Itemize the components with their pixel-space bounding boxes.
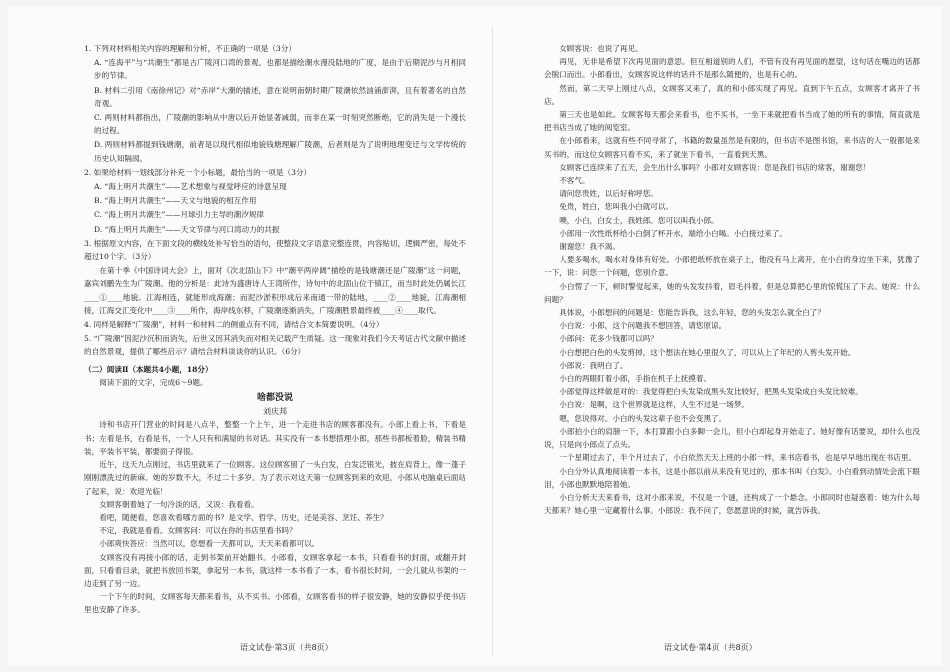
article-paragraph: 第三天也是如此。女顾客每天都会来看书，也不买书，一坐下来就把看书当成了她的所有的事情，简直就是把书店当成了她的阅览室。 <box>544 110 920 133</box>
article-paragraph: 然而，第二天早上刚过八点，女顾客又来了，真的和小郎实现了再见。直到下午五点，女顾客才离开了书店。 <box>544 83 920 106</box>
article-paragraph: 小白说：是啊，这个世界就是这样，人生不过是一场梦。 <box>559 400 750 410</box>
article-paragraph: 请问您贵姓，以后好称呼您。 <box>559 189 658 199</box>
article-paragraph: 噢，小白，白女士，我姓郎。您可以叫我小郎。 <box>559 215 719 225</box>
page-footer-left: 语文试卷·第3页（共8页） <box>240 643 333 652</box>
q2-option-b: B. “海上明月共潮生”——天文与地貌的相互作用 <box>94 196 257 206</box>
q2-option-d: D. “海上明月共潮生”——天文节律与河口湾动力的共振 <box>94 224 280 234</box>
q1-option-c: C. 两则材料都指出，广陵潮的影响从中唐以后开始显著减弱，而非在某一时刻突然断绝，它的消失是一个漫长的过程。 <box>94 113 466 136</box>
article-paragraph: 小郎问：花多少钱都可以吗？ <box>559 334 658 344</box>
article-paragraph: 一个下午的时间，女顾客每天都来看书，从不买书。小郎看，女顾客看书的样子很安静，她的安静似乎使书店里也安静了许多。 <box>84 592 466 615</box>
section-heading: （二）阅读Ⅱ（本题共4小题，18分） <box>84 364 213 374</box>
article-paragraph: 诗和书店开门营业的时间是八点半，整整一个上午，进一个走进书店的顾客都没有。小郎上看上书，下看是书；左看是书，右看是书，一个人只有和满屋的书对话。其实没有一本书想搭理小郎，那些书都板着脸，精装书精装，平装书平装，都要面子得很。 <box>84 420 466 456</box>
article-paragraph: 小白愣了一下，顿时警觉起来，她的头发发抖着，眉毛抖着，但是总算把心里的惊慌压了下去。她说：什么问题？ <box>544 281 920 304</box>
exam-sheet <box>8 6 942 666</box>
article-paragraph: 女顾客已连续来了五天，会生出什么事吗？小郎对女顾客说：您是我们书店的常客，谢谢您！ <box>559 162 871 172</box>
page-footer-right: 语文试卷·第4页（共8页） <box>664 643 757 652</box>
article-paragraph: 一个星期过去了，半个月过去了，小白依然天天上班的小郎一样，来书店看书，也是早早地出现在书店里。 <box>559 453 917 463</box>
article-paragraph: 在小郎看来，这就有些不同寻常了，书籍的数量虽然是有限的，但书店不是图书馆，来书店的人一般都是来买书的，而这位女顾客只看不买，来了就坐下看书，一直看到天黑。 <box>544 136 920 159</box>
q3-passage: 在第十季《中国诗词大会》上，面对《次北固山下》中“潮平两岸阔”描绘的是钱塘潮还是广陵潮”这一问题，嘉宾刘鹏先生为广陵潮。他的分析是：此诗为盛唐诗人王湾所作，诗句中的北固山位于镇江，而当时此处仍属长江____①____地貌。江海相连，就能形成海潮；而泥沙淤积形成后来南通一带的陆地，____②____地貌，江海潮相接，江海交汇变化中____③____所作，海岸线东移，广陵潮逐渐消失，广陵潮胜景最终被____④____取代。 <box>84 266 466 315</box>
article-paragraph: 小郎说：我明白了。 <box>559 360 628 370</box>
article-paragraph: 女顾客朝着她了一句冷淡的话，又说：我看看。 <box>99 499 259 509</box>
q2-option-c: C. “海上明月共潮生”——月球引力主导的潮汐规律 <box>94 210 265 220</box>
article-paragraph: 具体说，小郎想问的问题是：您能告诉我，这么年轻，您的头发怎么就全白了？ <box>559 308 825 318</box>
article-paragraph: 近午，这天九点刚过，书店里就来了一位顾客。这位顾客留了一头白发，白发泛银光，披在肩背上，像一蓬子刚刚漂洗过的新麻。她的岁数不大，不过二十多岁。为了表示对这天第一位顾客到来的欢迎，小郎从电脑桌后面站了起来，说：欢迎光临！ <box>84 460 466 496</box>
right-page <box>544 42 920 517</box>
article-paragraph: 小白说：小郎，这个问题我不想回答，请您原谅。 <box>559 321 727 331</box>
article-paragraph: 免贵，姓白，您叫我小白就可以。 <box>559 202 674 212</box>
article-paragraph: 嗯，您说得对。小白的头发这辈子也不会变黑了。 <box>559 413 727 423</box>
article-paragraph: 女顾客没有再接小郎的话，走到书架前开始翻书。小郎看，女顾客拿起一本书，只看看书的封面，或翻开封面，只看看目录，就把书放回书架，拿起另一本书，就这样一本书看了一本，看书很长时间，一会儿就从书架的一边走到了另一边。 <box>84 552 466 588</box>
q1-option-d: D. 两则材料都提到钱塘潮，前者是以现代相似地貌钱塘理解广陵潮，后者则是为了说明地理变迁与文学传统的历史认知隔阂。 <box>94 140 466 163</box>
article-paragraph: 谢谢您！我不渴。 <box>559 242 620 252</box>
q1-stem: 1. 下列对材料相关内容的理解和分析，不正确的一项是（3分） <box>84 44 296 53</box>
article-paragraph: 小郎爽快答应：当然可以，您想看一天都可以，天天来看都可以。 <box>99 539 320 549</box>
article-paragraph: 看吧，随便看，您喜欢看哪方面的书？是文学、哲学、历史，还是美容、烹饪、养生？ <box>99 512 388 522</box>
article-paragraph: 小白想把白色的头发剪掉，这个想法在她心里很久了，可以从上了年纪的人剪头发开始。 <box>559 347 856 357</box>
article-paragraph: 人要多喝水，喝水对身体有好处。小郎把纸杯放在桌子上，他没有马上离开，在小白的身边坐下来，犹豫了一下，说：问您一个问题，您别介意。 <box>544 255 920 278</box>
article-author: 刘庆邦 <box>263 407 287 417</box>
article-paragraph: 不客气。 <box>559 176 590 186</box>
article-paragraph: 小郎用一次性纸杯给小白倒了杯开水，端给小白喝。小白接过来了。 <box>559 228 787 238</box>
article-paragraph: 小郎拍小白的肩膀一下，本打算跟小白多聊一会儿，但小白却起身开始走了。她好像有话要说，却什么也没说，只是向小郎点了点头。 <box>544 426 920 450</box>
article-title: 啥都没说 <box>256 393 293 404</box>
q4-stem: 4. 同样是解释“广陵潮”，材料一和材料二的侧重点有不同，请结合文本简要说明。（4分） <box>84 320 384 330</box>
article-paragraph: 再见，无非是希望下次再见面的意思。但互相道别的人们，不管有没有再见面的愿望，这句话在嘴边的话都会脱口而出。小郎看出，女顾客说这样的话并不是那么随便的，也是有心的。 <box>544 57 920 80</box>
q2-stem: 2. 如果给材料一划线部分补充一个小标题，最恰当的一项是（3分） <box>84 167 312 177</box>
q1-option-a: A. “连海平”与“共潮生”都是古广陵河口湾的景观，也都是描绘潮水漫没陆地的广度，是由于后期泥沙与月相同步的节律。 <box>94 58 466 81</box>
q1-option-b: B. 材料二引用《南徐州记》对“赤岸”大潮的描述，意在说明南朝时期广陵潮依然汹涌澎湃，且有着著名的自然奇观。 <box>94 85 466 108</box>
article-paragraph: 小白分析天天来看书，这对小郎来说，不仅是一个谜，还构成了一个悬念。小郎同时也疑惑着：她为什么每天都来？她心里一定藏着什么事。小郎说：我不问了，您愿意说的时候，就告诉我。 <box>544 492 920 516</box>
q2-option-a: A. “海上明月共潮生”——艺术想象与视觉呼应的诗意呈现 <box>94 182 287 192</box>
section-instruction: 阅读下面的文字，完成6～9题。 <box>99 377 208 387</box>
article-paragraph: 小郎觉得这样做是对的：我觉得把白头发染成黑头发比较好，把黑头发染成白头发比较难。 <box>559 387 863 397</box>
article-paragraph: 女顾客说：也说了再见。 <box>559 44 643 53</box>
article-paragraph: 小白的两眼盯着小郎，手指在机子上抚摸着。 <box>559 374 712 384</box>
article-paragraph: 不定，我就是看看。女顾客问：可以在你的书店里看书吗？ <box>99 526 297 536</box>
page-divider <box>492 26 493 656</box>
q5-stem: 5. “广陵潮”因泥沙沉积而消失，后世又因其消失而对相关记载产生质疑。这一现象对我们今天考证古代文献中描述的自然景观，提供了哪些启示？请结合材料谈谈你的认识。（6分） <box>84 334 466 357</box>
article-paragraph: 小白分外认真地阅读着一本书，这是小郎以前从来没有见过的，那本书叫《白发》。小白看到动情处会流下眼泪，小郎也默默地陪着她。 <box>544 466 920 489</box>
left-page <box>84 42 466 617</box>
q3-stem: 3. 根据原文内容，在下面文段的横线处补写恰当的语句，使整段文字语意完整连贯，内容贴切，逻辑严密，每处不超过10个字。（3分） <box>84 238 466 262</box>
